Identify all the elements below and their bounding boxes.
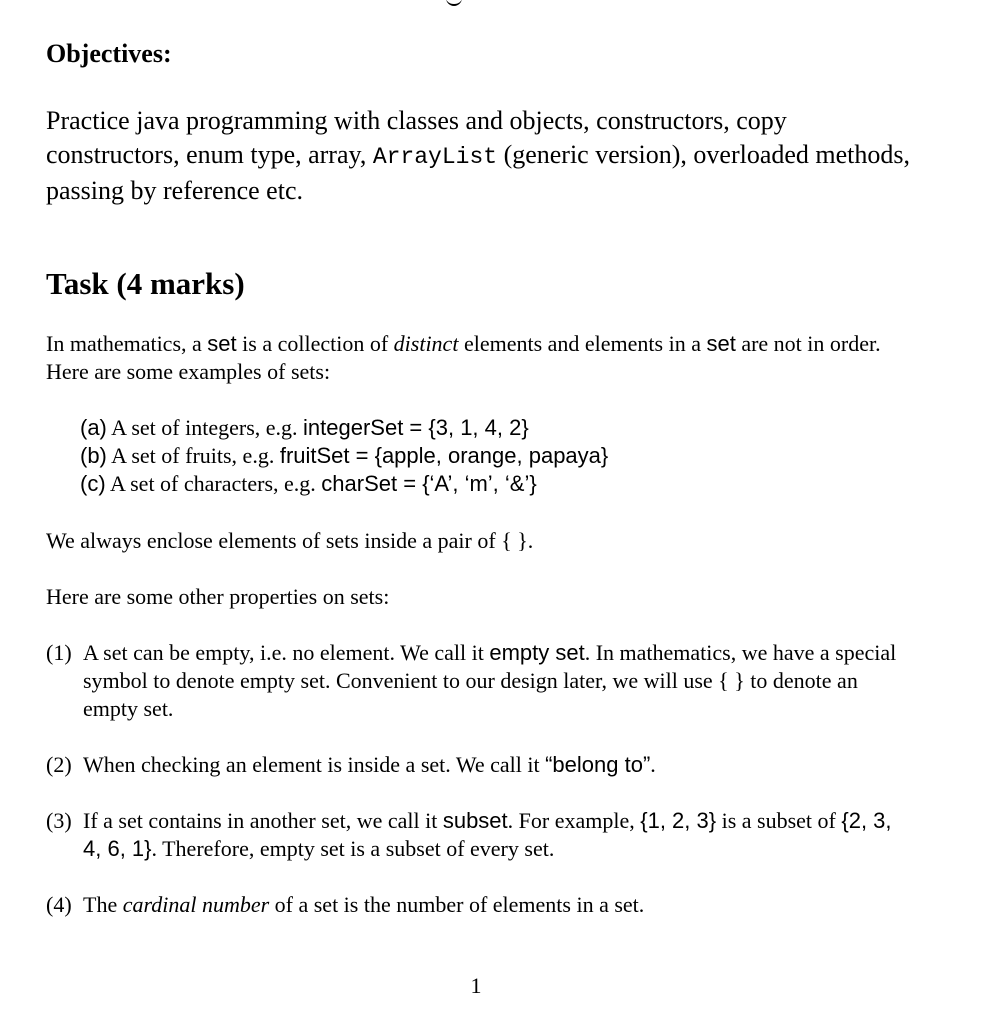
set-examples-list bbox=[80, 414, 608, 498]
example-item-integers bbox=[80, 414, 608, 442]
example-item-fruits bbox=[80, 442, 608, 470]
property-item-cardinal-number bbox=[46, 891, 911, 919]
previous-page-text-fragment bbox=[446, 0, 462, 6]
property-text: . For example, bbox=[507, 808, 641, 833]
property-text: of a set is the number of elements in a set. bbox=[269, 892, 645, 917]
property-text: is a subset of bbox=[716, 808, 842, 833]
example-label: (c) bbox=[80, 471, 106, 496]
property-number: (4) bbox=[46, 892, 72, 917]
superset-example: {2, 3, 4, 6, 1} bbox=[83, 808, 892, 861]
property-text: . bbox=[650, 752, 656, 777]
property-text: The bbox=[83, 892, 123, 917]
property-item-belong-to bbox=[46, 751, 911, 779]
example-value: fruitSet = {apple, orange, papaya} bbox=[279, 443, 609, 468]
set-term: set bbox=[706, 331, 736, 356]
code-term-arraylist: ArrayList bbox=[372, 143, 498, 170]
subset-example: {1, 2, 3} bbox=[640, 808, 717, 833]
enclose-paragraph: We always enclose elements of sets inside a pair of { }. bbox=[46, 528, 534, 553]
property-text: If a set contains in another set, we call it bbox=[83, 808, 443, 833]
property-number: (3) bbox=[46, 808, 72, 833]
distinct-term: distinct bbox=[393, 331, 459, 356]
objectives-text-part: (generic version), overloaded methods, passing by reference etc. bbox=[46, 139, 911, 205]
property-text: . Therefore, empty set is a subset of every set. bbox=[151, 836, 555, 861]
objectives-heading: Objectives: bbox=[46, 39, 172, 68]
property-number: (1) bbox=[46, 640, 72, 665]
belong-to-term: “belong to” bbox=[545, 752, 651, 777]
example-text: A set of fruits, e.g. bbox=[106, 443, 280, 468]
objectives-paragraph bbox=[46, 104, 911, 208]
properties-intro: Here are some other properties on sets: bbox=[46, 584, 390, 609]
objectives-text-part: Practice java programming with classes and objects, constructors, copy constructors, enum type, array, bbox=[46, 106, 787, 169]
intro-text: elements and elements in a bbox=[458, 331, 707, 356]
property-item-subset bbox=[46, 807, 911, 863]
subset-term: subset bbox=[442, 808, 508, 833]
example-text: A set of integers, e.g. bbox=[106, 415, 304, 440]
intro-text: is a collection of bbox=[236, 331, 394, 356]
cardinal-number-term: cardinal number bbox=[122, 892, 270, 917]
page-number: 1 bbox=[470, 973, 482, 998]
example-item-characters bbox=[80, 470, 608, 498]
property-text: When checking an element is inside a set. We call it bbox=[83, 752, 546, 777]
property-text: A set can be empty, i.e. no element. We call it bbox=[83, 640, 490, 665]
property-item-empty-set bbox=[46, 639, 911, 723]
example-label: (a) bbox=[80, 415, 107, 440]
example-value: integerSet = {3, 1, 4, 2} bbox=[303, 415, 529, 440]
intro-text: In mathematics, a bbox=[46, 331, 208, 356]
example-label: (b) bbox=[80, 443, 107, 468]
example-text: A set of characters, e.g. bbox=[105, 471, 322, 496]
task-heading: Task (4 marks) bbox=[46, 266, 245, 301]
example-value: charSet = {‘A’, ‘m’, ‘&’} bbox=[321, 471, 537, 496]
set-definition-paragraph bbox=[46, 330, 911, 386]
property-text: . In mathematics, we have a special symbol to denote empty set. Convenient to our design later, we will use { } to denote an empty set. bbox=[83, 640, 897, 721]
empty-set-term: empty set bbox=[489, 640, 585, 665]
property-number: (2) bbox=[46, 752, 72, 777]
intro-text: are not in order. Here are some examples of sets: bbox=[46, 331, 881, 384]
set-term: set bbox=[207, 331, 237, 356]
